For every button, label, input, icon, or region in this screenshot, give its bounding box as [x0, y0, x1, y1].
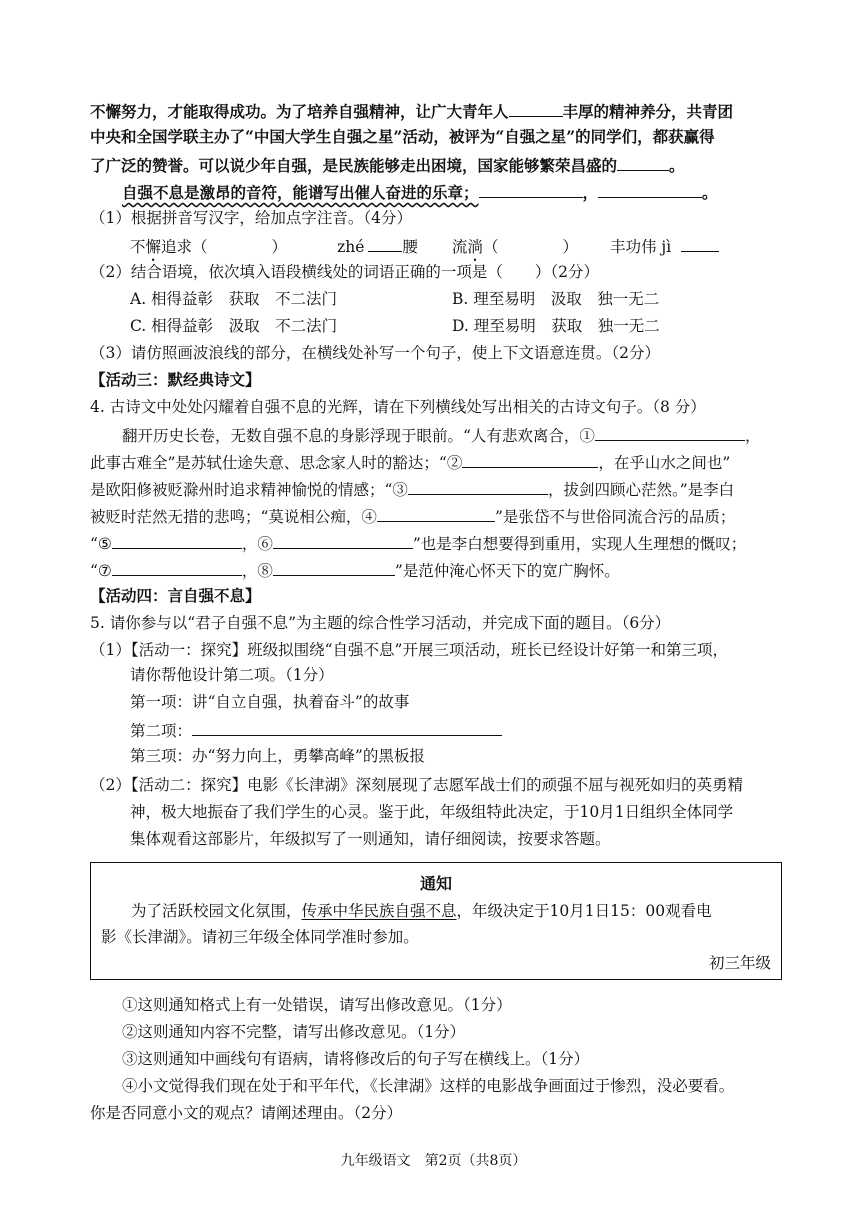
answer-blank[interactable] [368, 233, 402, 252]
para-line-2 [90, 125, 715, 149]
sub-2-line-3 [130, 827, 611, 851]
text: A. 相得益彰 获取 不二法门 [130, 290, 338, 308]
text: 为了活跃校园文化氛围， [131, 902, 302, 920]
question-1-title [90, 206, 412, 230]
answer-blank[interactable] [509, 98, 563, 117]
text: 翻开历史长卷，无数自强不息的身影浮现于眼前。“人有悲欢离合，① [122, 427, 595, 445]
text: 中央和全国学联主办了“中国大学生自强之星”活动，被评为“自强之星”的同学们，都获赢得 [90, 127, 715, 146]
text: （2）【活动二：探究】电影《长津湖》深刻展现了志愿军战士们的顽强不屈与视死如归的英勇精 [90, 776, 744, 794]
text: ）（2分） [534, 263, 599, 281]
subq-4-line-1 [122, 1074, 734, 1098]
sub-2-line-2 [130, 800, 733, 824]
text: 第三项：办“努力向上，勇攀高峰”的黑板报 [130, 747, 425, 765]
text: （3）请仿照画波浪线的部分，在横线处补写一个句子，使上下文语意连贯。（2分） [90, 344, 660, 362]
pinyin: zhé [337, 238, 365, 256]
text: （ [482, 238, 499, 256]
answer-blank-3[interactable] [408, 476, 548, 495]
text: 了广泛的赞誉。可以说少年自强，是民族能够走出困境，国家能够繁荣昌盛的 [90, 156, 618, 175]
question-1-items [130, 233, 719, 257]
subq-2 [122, 1020, 465, 1044]
text: 不懈努力，才能取得成功。为了培养自强精神，让广大青年人 [90, 102, 509, 121]
text: “⑤ [90, 535, 112, 553]
poem-line-4 [90, 503, 735, 527]
option-b[interactable] [452, 287, 659, 311]
text: 第二项： [130, 722, 193, 740]
answer-blank-6[interactable] [273, 530, 413, 549]
notice-title: 通知 [419, 874, 452, 893]
text: 。 [669, 156, 685, 175]
answer-blank-item-2[interactable] [192, 717, 502, 736]
dotted-char: 淌 [467, 238, 483, 256]
text: ） [562, 238, 578, 256]
poem-line-5 [90, 530, 746, 554]
text: 第一项：讲“自立自强，执着奋斗”的故事 [130, 693, 410, 711]
para-line-4 [122, 179, 718, 203]
activity-4-heading [90, 584, 261, 608]
text: ”是范仲淹心怀天下的宽广胸怀。 [394, 562, 620, 580]
text: 神，极大地振奋了我们学生的心灵。鉴于此，年级组特此决定，于10月1日组织全体同学 [130, 803, 734, 821]
question-4-title [90, 395, 706, 419]
text: ， [582, 183, 599, 202]
answer-blank-7[interactable] [112, 557, 242, 576]
text: 4. 古诗文中处处闪耀着自强不息的光辉，请在下列横线处写出相关的古诗文句子。（8 分） [90, 398, 706, 416]
text: 不 [130, 238, 146, 256]
notice-signature: 初三年级 [708, 954, 771, 972]
text: 追求（ [161, 238, 208, 256]
sub-2-line-1 [90, 773, 743, 797]
para-line-1 [90, 98, 733, 122]
text: ，⑧ [241, 562, 273, 580]
para-line-3 [90, 152, 685, 176]
text: 【活动四：言自强不息】 [90, 586, 261, 605]
text: ，拔剑四顾心茫然。”是李白 [547, 481, 735, 499]
text: 此事古难全”是苏轼仕途失意、思念家人时的豁达；“② [90, 454, 463, 472]
text: ”也是李白想要得到重用，实现人生理想的慨叹； [412, 535, 747, 553]
text: B. 理至易明 汲取 独一无二 [452, 290, 660, 308]
text: ，在乎山水之间也” [598, 454, 731, 472]
sub-1-line-1 [90, 638, 728, 662]
underlined-sentence: 传承中华民族自强不息 [301, 902, 457, 920]
answer-blank[interactable] [617, 152, 669, 171]
dotted-char: 懈 [145, 238, 162, 256]
text: 集体观看这部影片，年级拟写了一则通知，请仔细阅读，按要求答题。 [130, 830, 611, 848]
pinyin: 丰功伟 jì [609, 238, 672, 256]
subq-4-line-2 [90, 1101, 402, 1125]
text: ③这则通知中画线句有语病，请将修改后的句子写在横线上。（1分） [122, 1050, 590, 1068]
text: 你是否同意小文的观点？请阐述理由。（2分） [90, 1104, 403, 1122]
text: 5. 请你参与以“君子自强不息”为主题的综合性学习活动，并完成下面的题目。（6分） [90, 614, 671, 632]
text: 请你帮他设计第二项。（1分） [130, 666, 334, 684]
text: （2）结合语境，依次填入语段横线处的词语正确的一项是（ [90, 263, 503, 281]
text: ） [271, 238, 288, 256]
item-3 [130, 744, 425, 768]
text: C. 相得益彰 汲取 不二法门 [130, 317, 338, 335]
answer-blank-1[interactable] [595, 422, 745, 441]
poem-line-6 [90, 557, 620, 581]
text: （1）【活动一：探究】班级拟围绕“自强不息”开展三项活动，班长已经设计好第一和第三项， [90, 641, 728, 659]
poem-line-1 [122, 422, 760, 446]
sub-1-line-2 [130, 663, 334, 687]
text: 。 [702, 183, 718, 202]
subq-3 [122, 1047, 589, 1071]
question-3-title [90, 341, 660, 365]
text: （1）根据拼音写汉字，给加点字注音。（4分） [90, 209, 412, 227]
answer-blank-5[interactable] [112, 530, 242, 549]
text: 【活动三：默经典诗文】 [90, 370, 261, 389]
option-c[interactable] [130, 314, 337, 338]
item-2 [130, 717, 502, 741]
answer-blank[interactable] [479, 179, 583, 198]
notice-box [90, 862, 782, 980]
page-footer: 九年级语文 第2页（共8页） [340, 1153, 527, 1169]
text: D. 理至易明 获取 独一无二 [452, 317, 660, 335]
answer-blank-4[interactable] [377, 503, 495, 522]
notice-line-1 [131, 899, 712, 923]
text: ”是张岱不与世俗同流合污的品质； [494, 508, 736, 526]
text: 丰厚的精神养分，共青团 [562, 102, 734, 121]
poem-line-2 [90, 449, 730, 473]
activity-3-heading [90, 368, 261, 392]
text: ①这则通知格式上有一处错误，请写出修改意见。（1分） [122, 996, 512, 1014]
option-d[interactable] [452, 314, 660, 338]
answer-blank[interactable] [681, 233, 719, 252]
text: “⑦ [90, 562, 112, 580]
text: ，⑥ [241, 535, 273, 553]
item-1 [130, 690, 409, 714]
text: ， [744, 427, 761, 445]
text: 影《长津湖》。请初三年级全体同学准时参加。 [101, 928, 419, 946]
poem-line-3 [90, 476, 734, 500]
answer-blank[interactable] [598, 179, 702, 198]
subq-1 [122, 993, 512, 1017]
notice-line-2 [101, 925, 419, 949]
option-a[interactable] [130, 287, 337, 311]
wavy-underlined-text: 自强不息是激昂的音符，能谱写出催人奋进的乐章； [122, 183, 479, 202]
text: 腰 [402, 238, 418, 256]
answer-blank-2[interactable] [462, 449, 598, 468]
text: 流 [451, 238, 468, 256]
text: ，年级决定于10月1日15：00观看电 [456, 902, 712, 920]
text: ②这则通知内容不完整，请写出修改意见。（1分） [122, 1023, 466, 1041]
text: 是欧阳修被贬滁州时追求精神愉悦的情感；“③ [90, 481, 408, 499]
text: 被贬时茫然无措的悲鸣；“莫说相公痴，④ [90, 508, 377, 526]
answer-blank-8[interactable] [273, 557, 395, 576]
text: ④小文觉得我们现在处于和平年代，《长津湖》这样的电影战争画面过于惨烈，没必要看。 [122, 1077, 735, 1095]
question-2-title [90, 260, 599, 284]
question-5-title [90, 611, 670, 635]
